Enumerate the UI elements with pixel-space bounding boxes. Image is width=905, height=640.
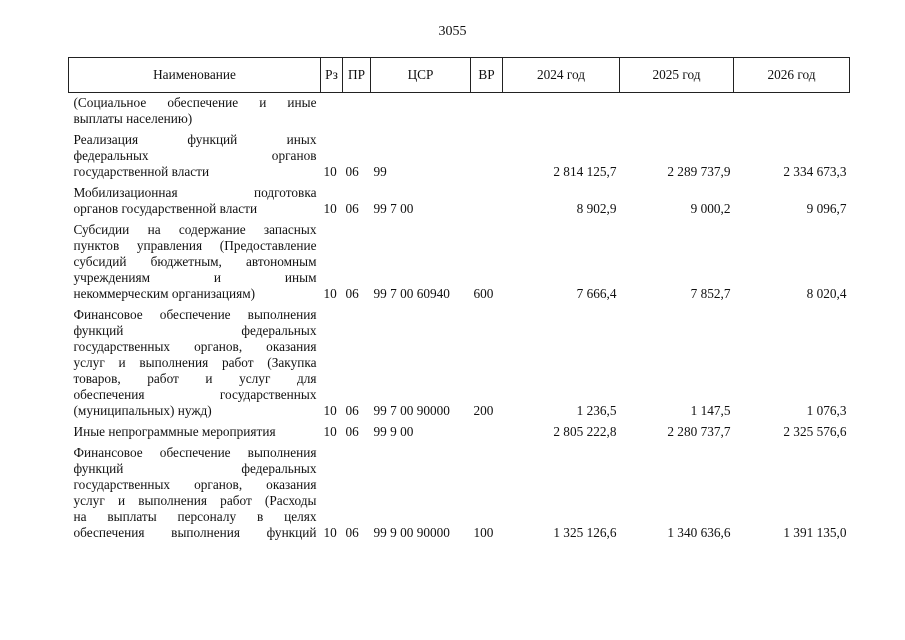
- row-2026: 1 391 135,0: [783, 525, 847, 540]
- row-name-line: (Социальное обеспечение и иные: [73, 95, 317, 110]
- row-name: [69, 185, 321, 222]
- row-2025: 2 289 737,9: [667, 164, 731, 179]
- row-csr: 99 9 00 90000: [373, 525, 450, 540]
- table-row: [69, 222, 850, 307]
- row-name-line: государственных органов, оказания: [73, 477, 317, 492]
- col-header-2026: 2026 год: [734, 58, 850, 93]
- page-number: 3055: [438, 24, 467, 39]
- row-name-line: государственных органов, оказания: [73, 339, 317, 354]
- row-rz: 10: [323, 164, 337, 179]
- row-name-line: обеспечения выполнения функций: [73, 525, 317, 540]
- row-name-line: услуг и выполнения работ (Расходы: [73, 493, 317, 508]
- row-name-line: некоммерческим организациям): [73, 286, 256, 301]
- row-2025: [620, 93, 734, 133]
- row-2026: [734, 93, 850, 133]
- row-2025: 2 280 737,7: [667, 424, 731, 439]
- row-name-line: обеспечения государственных: [73, 387, 317, 402]
- row-name-line: функций федеральных: [73, 461, 317, 476]
- row-name: [69, 132, 321, 185]
- row-name-line: на выплаты персоналу в целях: [73, 509, 317, 524]
- row-name-line: (муниципальных) нужд): [73, 403, 212, 418]
- row-name-line: Мобилизационная подготовка: [73, 185, 317, 200]
- table-row: [69, 185, 850, 222]
- row-pr: [343, 93, 371, 133]
- row-name-line: органов государственной власти: [73, 201, 258, 216]
- row-vr: 200: [473, 403, 494, 418]
- row-vr: 100: [473, 525, 494, 540]
- row-2026: 2 325 576,6: [783, 424, 847, 439]
- row-pr: 06: [345, 164, 359, 179]
- row-rz: [321, 93, 343, 133]
- row-2025: 1 147,5: [690, 403, 731, 418]
- row-name: [69, 222, 321, 307]
- row-name-line: Финансовое обеспечение выполнения: [73, 445, 317, 460]
- budget-table: [68, 57, 850, 546]
- row-name-line: выплаты населению): [73, 111, 193, 126]
- col-header-2024: 2024 год: [503, 58, 620, 93]
- row-2024: [503, 93, 620, 133]
- row-pr: 06: [345, 286, 359, 301]
- row-name-line: федеральных органов: [73, 148, 317, 163]
- row-rz: 10: [323, 525, 337, 540]
- table-row: [69, 445, 850, 546]
- row-vr: [471, 132, 503, 185]
- row-2025: 1 340 636,6: [667, 525, 731, 540]
- row-name-line: учреждениям и иным: [73, 270, 317, 285]
- row-csr: 99: [373, 164, 387, 179]
- table-row: [69, 93, 850, 133]
- table-row: [69, 307, 850, 424]
- row-name: [69, 307, 321, 424]
- row-name-line: пунктов управления (Предоставление: [73, 238, 317, 253]
- row-csr: 99 7 00: [373, 201, 414, 216]
- row-2024: 7 666,4: [576, 286, 617, 301]
- row-2024: 1 325 126,6: [553, 525, 617, 540]
- row-2024: 8 902,9: [576, 201, 617, 216]
- row-rz: 10: [323, 201, 337, 216]
- row-rz: 10: [323, 403, 337, 418]
- row-2026: 2 334 673,3: [783, 164, 847, 179]
- row-name-line: товаров, работ и услуг для: [73, 371, 317, 386]
- row-name: [69, 424, 321, 445]
- row-rz: 10: [323, 424, 337, 439]
- row-2026: 1 076,3: [806, 403, 847, 418]
- row-2026: 8 020,4: [806, 286, 847, 301]
- row-vr: [471, 424, 503, 445]
- row-name: [69, 445, 321, 546]
- row-name-line: услуг и выполнения работ (Закупка: [73, 355, 317, 370]
- table-header: [69, 58, 850, 93]
- row-pr: 06: [345, 525, 359, 540]
- table-row: [69, 424, 850, 445]
- row-pr: 06: [345, 403, 359, 418]
- row-name-line: Иные непрограммные мероприятия: [73, 424, 276, 439]
- col-header-rz: Рз: [321, 58, 343, 93]
- col-header-2025: 2025 год: [620, 58, 734, 93]
- row-name-line: Финансовое обеспечение выполнения: [73, 307, 317, 322]
- row-rz: 10: [323, 286, 337, 301]
- col-header-csr: ЦСР: [371, 58, 471, 93]
- row-2025: 9 000,2: [690, 201, 731, 216]
- row-2025: 7 852,7: [690, 286, 731, 301]
- row-vr: [471, 185, 503, 222]
- table-body: [69, 93, 850, 547]
- row-csr: 99 7 00 90000: [373, 403, 450, 418]
- row-name-line: Реализация функций иных: [73, 132, 317, 147]
- col-header-name: Наименование: [69, 58, 321, 93]
- col-header-pr: ПР: [343, 58, 371, 93]
- col-header-vr: ВР: [471, 58, 503, 93]
- row-vr: 600: [473, 286, 494, 301]
- row-name: [69, 93, 321, 133]
- row-2024: 2 814 125,7: [553, 164, 617, 179]
- row-name-line: государственной власти: [73, 164, 210, 179]
- row-pr: 06: [345, 201, 359, 216]
- row-name-line: функций федеральных: [73, 323, 317, 338]
- row-name-line: субсидий бюджетным, автономным: [73, 254, 317, 269]
- row-csr: 99 7 00 60940: [373, 286, 450, 301]
- row-csr: [371, 93, 471, 133]
- row-2026: 9 096,7: [806, 201, 847, 216]
- row-2024: 1 236,5: [576, 403, 617, 418]
- row-2024: 2 805 222,8: [553, 424, 617, 439]
- table-row: [69, 132, 850, 185]
- row-csr: 99 9 00: [373, 424, 414, 439]
- row-name-line: Субсидии на содержание запасных: [73, 222, 317, 237]
- row-pr: 06: [345, 424, 359, 439]
- row-vr: [471, 93, 503, 133]
